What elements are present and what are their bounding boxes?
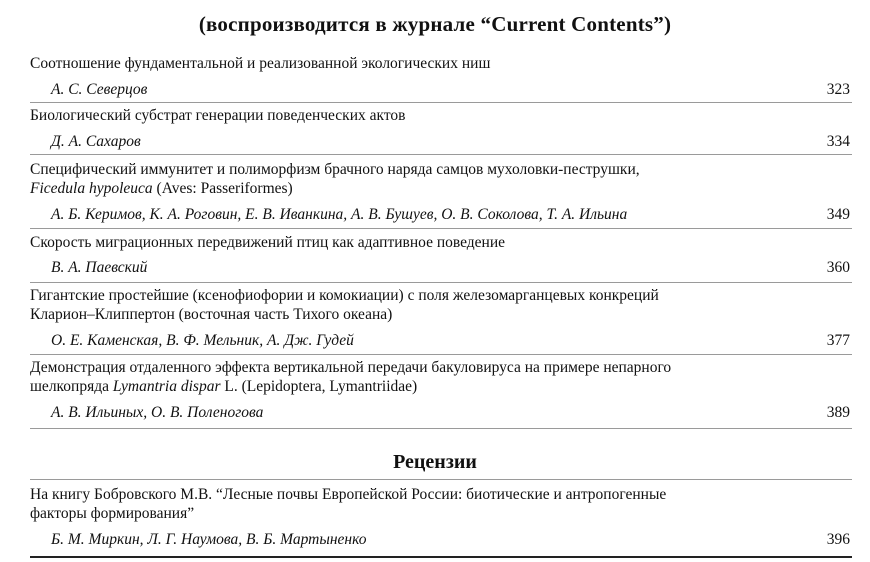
title-line: Специфический иммунитет и полиморфизм брачного наряда самцов мухоловки-пеструшки, (30, 161, 640, 178)
title-line: Демонстрация отдаленного эффекта вертикальной передачи бакуловируса на примере непарного (30, 359, 672, 376)
article-title (30, 286, 850, 324)
toc-entry[interactable] (30, 106, 850, 151)
toc-entry[interactable] (30, 233, 850, 277)
page-number: 349 (826, 206, 850, 223)
divider (30, 282, 852, 283)
contents-header: (воспроизводится в журнале “Current Contents”) (198, 12, 672, 36)
divider (30, 354, 852, 355)
toc-entry[interactable] (30, 485, 850, 549)
article-authors: В. А. Паевский (51, 259, 148, 276)
species-name: Ficedula hypoleuca (30, 180, 153, 197)
article-authors: А. С. Северцов (51, 81, 148, 98)
article-authors: А. В. Ильиных, О. В. Поленогова (51, 404, 264, 421)
title-line: На книгу Бобровского М.В. “Лесные почвы Европейской России: биотические и антропогенные (30, 486, 667, 503)
divider (30, 154, 852, 155)
article-title: Скорость миграционных передвижений птиц как адаптивное поведение (30, 234, 506, 251)
divider (30, 228, 852, 229)
divider (30, 428, 852, 429)
toc-entry[interactable] (30, 358, 850, 422)
article-authors: О. Е. Каменская, В. Ф. Мельник, А. Дж. Гудей (51, 332, 354, 349)
title-rest: L. (Lepidoptera, Lymantriidae) (220, 378, 418, 395)
article-title (30, 358, 850, 396)
title-line: факторы формирования” (30, 505, 195, 522)
bottom-rule (30, 556, 852, 558)
toc-entry[interactable] (30, 160, 850, 224)
page-number: 389 (826, 404, 850, 421)
page-number: 323 (826, 81, 850, 98)
article-authors: Д. А. Сахаров (51, 133, 141, 150)
title-line: Гигантские простейшие (ксенофиофории и комокиации) с поля железомарганцевых конкреций (30, 287, 659, 304)
section-heading-reviews: Рецензии (393, 451, 477, 473)
page-number: 396 (826, 531, 850, 548)
page-number: 334 (826, 133, 850, 150)
review-title (30, 485, 850, 523)
divider (30, 102, 852, 103)
page-number: 377 (826, 332, 850, 349)
review-authors: Б. М. Миркин, Л. Г. Наумова, В. Б. Мартыненко (51, 531, 367, 548)
divider (30, 479, 852, 480)
article-title: Соотношение фундаментальной и реализованной экологических ниш (30, 55, 491, 72)
title-prefix: шелкопряда (30, 378, 113, 395)
toc-entry[interactable] (30, 54, 850, 99)
article-authors: А. Б. Керимов, К. А. Роговин, Е. В. Иванкина, А. В. Бушуев, О. В. Соколова, Т. А. Ильина (51, 206, 628, 223)
title-line: Кларион–Клиппертон (восточная часть Тихого океана) (30, 306, 393, 323)
article-title: Биологический субстрат генерации поведенческих актов (30, 107, 406, 124)
title-rest: (Aves: Passeriformes) (152, 180, 293, 197)
toc-entry[interactable] (30, 286, 850, 350)
page-number: 360 (826, 259, 850, 276)
species-name: Lymantria dispar (112, 378, 221, 395)
article-title (30, 160, 850, 198)
